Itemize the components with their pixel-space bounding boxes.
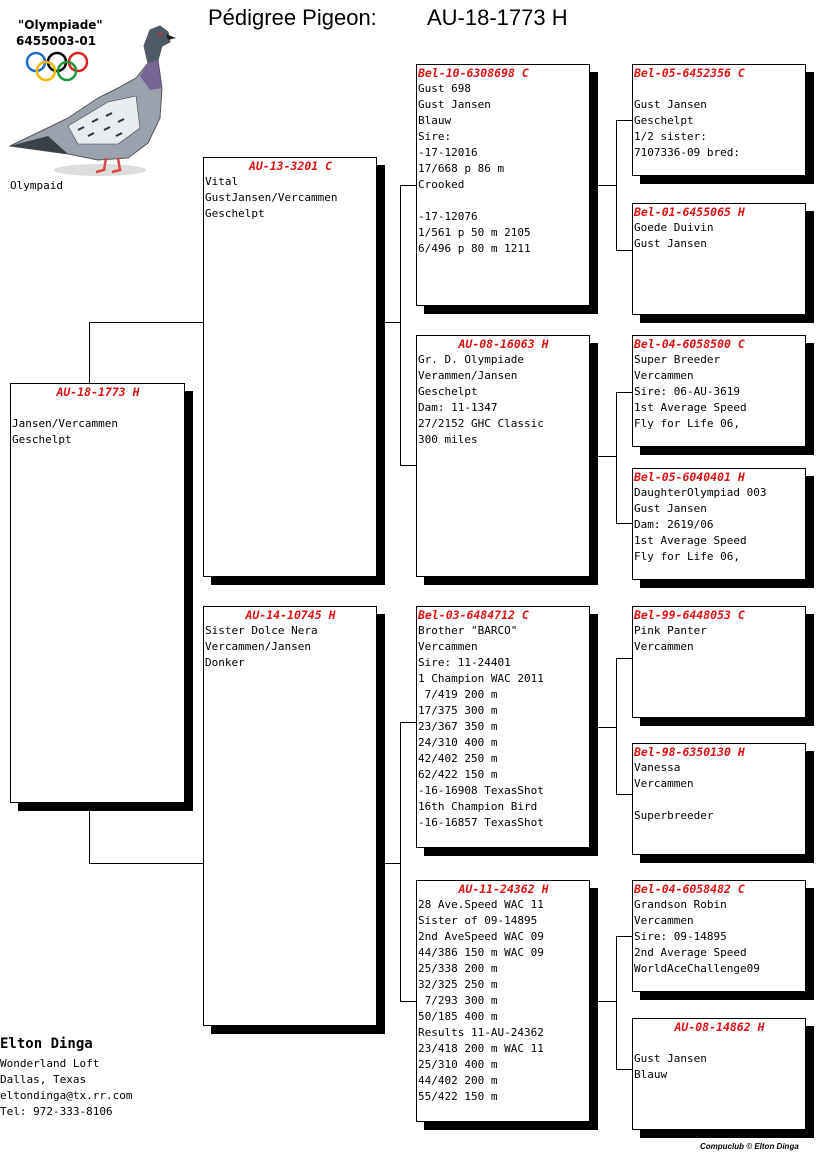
ring-number: AU-08-16063 H (458, 337, 549, 351)
ring-number: AU-18-1773 H (56, 385, 140, 399)
detail-line: Vercammen/Jansen (205, 640, 311, 653)
dam-dam-card[interactable] (416, 880, 590, 1122)
detail-line: 1/2 sister: (634, 130, 707, 143)
connector (400, 465, 417, 466)
connector (400, 185, 417, 186)
detail-line (418, 193, 589, 209)
connector (616, 392, 617, 523)
detail-line: -17-12016 (418, 146, 478, 159)
connector (598, 727, 616, 728)
connector (616, 250, 633, 251)
owner-email[interactable]: eltondinga@tx.rr.com (0, 1089, 133, 1102)
sds-card[interactable] (632, 335, 806, 447)
connector (598, 456, 616, 457)
pigeon-details (633, 897, 805, 977)
connector (400, 185, 401, 465)
sire-card[interactable] (203, 157, 377, 577)
ring-number: AU-14-10745 H (245, 608, 336, 622)
dsd-card[interactable] (632, 743, 806, 855)
detail-line: 28 Ave.Speed WAC 11 (418, 898, 544, 911)
pigeon-logo (8, 18, 178, 178)
subject-pigeon-card[interactable] (10, 383, 185, 803)
detail-line: 42/402 250 m (418, 752, 498, 765)
connector (400, 1001, 417, 1002)
detail-line: 24/310 400 m (418, 736, 498, 749)
connector (89, 810, 90, 863)
detail-line (12, 400, 184, 416)
detail-line: 23/367 350 m (418, 720, 498, 733)
connector (616, 794, 633, 795)
detail-line: 7/419 200 m (418, 688, 498, 701)
detail-line: WorldAceChallenge09 (634, 962, 760, 975)
detail-line: 2nd AveSpeed WAC 09 (418, 930, 544, 943)
detail-line: Jansen/Vercammen (12, 417, 118, 430)
detail-line: -16-16908 TexasShot (418, 784, 544, 797)
sss-card[interactable] (632, 64, 806, 176)
detail-line: Vercammen (634, 369, 694, 382)
detail-line: 1st Average Speed (634, 534, 747, 547)
pigeon-details (633, 1035, 805, 1083)
detail-line: Sire: 09-14895 (634, 930, 727, 943)
detail-line: -16-16857 TexasShot (418, 816, 544, 829)
detail-line: 44/386 150 m WAC 09 (418, 946, 544, 959)
detail-line: Vital (205, 175, 239, 188)
pigeon-details (417, 352, 589, 448)
detail-line: 17/668 p 86 m (418, 162, 505, 175)
connector (598, 185, 616, 186)
ring-number: Bel-98-6350130 H (634, 745, 745, 759)
pigeon-details (11, 400, 184, 448)
detail-line: Gust 698 (418, 82, 471, 95)
connector (616, 392, 633, 393)
detail-line: 25/310 400 m (418, 1058, 498, 1071)
detail-line: Vercammen (634, 914, 694, 927)
ring-number: Bel-10-6308698 C (418, 66, 529, 80)
owner-name: Elton Dinga (0, 1036, 93, 1052)
detail-line: 7107336-09 bred: (634, 146, 740, 159)
detail-line: Gust Jansen (634, 1052, 707, 1065)
pigeon-details (633, 81, 805, 161)
detail-line: Vercammen (634, 640, 694, 653)
connector (616, 120, 633, 121)
sire-dam-card[interactable] (416, 335, 590, 577)
pigeon-details (633, 623, 805, 655)
detail-line (634, 1035, 805, 1051)
detail-line: 1 Champion WAC 2011 (418, 672, 544, 685)
sdd-card[interactable] (632, 468, 806, 580)
detail-line: 25/338 200 m (418, 962, 498, 975)
ring-number: Bel-04-6058500 C (634, 337, 745, 351)
detail-line: Blauw (418, 114, 452, 127)
detail-line: 1/561 p 50 m 2105 (418, 226, 531, 239)
detail-line: Results 11-AU-24362 (418, 1026, 544, 1039)
connector (616, 936, 617, 1069)
page-ring-number: AU-18-1773 H (427, 5, 568, 30)
detail-line (634, 81, 805, 97)
detail-line: Fly for Life 06, (634, 417, 740, 430)
detail-line: GustJansen/Vercammen (205, 191, 338, 204)
ddd-card[interactable] (632, 1018, 806, 1130)
footer-credit: Compuclub © Elton Dinga (700, 1142, 799, 1151)
ring-number: Bel-03-6484712 C (418, 608, 529, 622)
detail-line: Sire: 11-24401 (418, 656, 511, 669)
connector (616, 658, 617, 794)
ring-number: AU-13-3201 C (248, 159, 333, 173)
detail-line: 2nd Average Speed (634, 946, 747, 959)
detail-line: DaughterOlympiad 003 (634, 486, 767, 499)
detail-line: Sister Dolce Nera (205, 624, 318, 637)
detail-line: Super Breeder (634, 353, 721, 366)
detail-line: Gust Jansen (634, 237, 707, 250)
detail-line: 1st Average Speed (634, 401, 747, 414)
detail-line: Crooked (418, 178, 465, 191)
pigeon-details (204, 623, 376, 671)
detail-line: 23/418 200 m WAC 11 (418, 1042, 544, 1055)
pigeon-details (633, 760, 805, 824)
detail-line (634, 792, 805, 808)
detail-line: 32/325 250 m (418, 978, 498, 991)
connector (89, 322, 204, 323)
connector (616, 1069, 633, 1070)
connector (384, 863, 400, 864)
pigeon-icon (8, 18, 178, 178)
pigeon-details (633, 485, 805, 565)
dam-sire-card[interactable] (416, 606, 590, 848)
detail-line: Dam: 2619/06 (634, 518, 714, 531)
connector (384, 322, 400, 323)
detail-line: Gust Jansen (634, 98, 707, 111)
connector (616, 936, 633, 937)
ring-number: Bel-04-6058482 C (634, 882, 745, 896)
connector (89, 863, 204, 864)
detail-line: -17-12076 (418, 210, 478, 223)
dds-card[interactable] (632, 880, 806, 992)
connector (400, 722, 401, 1001)
detail-line: Sire: (418, 130, 452, 143)
detail-line: Pink Panter (634, 624, 707, 637)
detail-line: Blauw (634, 1068, 668, 1081)
ring-number: Bel-99-6448053 C (634, 608, 745, 622)
detail-line: 7/293 300 m (418, 994, 498, 1007)
pigeon-details (417, 897, 589, 1105)
detail-line: Superbreeder (634, 809, 714, 822)
detail-line: 300 miles (418, 433, 478, 446)
ring-number: AU-08-14862 H (674, 1020, 765, 1034)
detail-line: 27/2152 GHC Classic (418, 417, 544, 430)
detail-line: 16th Champion Bird (418, 800, 538, 813)
detail-line: 6/496 p 80 m 1211 (418, 242, 531, 255)
detail-line: 50/185 400 m (418, 1010, 498, 1023)
detail-line: Geschelpt (205, 207, 265, 220)
detail-line: Donker (205, 656, 245, 669)
ssd-card[interactable] (632, 203, 806, 315)
connector (598, 1001, 616, 1002)
detail-line: 44/402 200 m (418, 1074, 498, 1087)
detail-line: Verammen/Jansen (418, 369, 518, 382)
owner-phone: Tel: 972-333-8106 (0, 1105, 113, 1118)
ring-number: AU-11-24362 H (458, 882, 549, 896)
detail-line: Grandson Robin (634, 898, 727, 911)
detail-line: Vanessa (634, 761, 681, 774)
detail-line: Brother "BARCO" (418, 624, 518, 637)
detail-line: Dam: 11-1347 (418, 401, 498, 414)
owner-block (0, 1036, 132, 1120)
sire-sire-card[interactable] (416, 64, 590, 306)
detail-line: 55/422 150 m (418, 1090, 498, 1103)
detail-line: Fly for Life 06, (634, 550, 740, 563)
detail-line: Gust Jansen (634, 502, 707, 515)
detail-line: Vercammen (418, 640, 478, 653)
connector (400, 722, 417, 723)
pigeon-details (417, 81, 589, 257)
connector (616, 658, 633, 659)
detail-line: Sister of 09-14895 (418, 914, 538, 927)
detail-line: 62/422 150 m (418, 768, 498, 781)
detail-line: Sire: 06-AU-3619 (634, 385, 740, 398)
dam-card[interactable] (203, 606, 377, 1026)
pigeon-details (633, 220, 805, 252)
connector (616, 120, 617, 250)
dss-card[interactable] (632, 606, 806, 718)
detail-line: Goede Duivin (634, 221, 714, 234)
detail-line: Geschelpt (418, 385, 478, 398)
detail-line: Vercammen (634, 777, 694, 790)
pigeon-number-label: 6455003-01 (16, 34, 97, 48)
pigeon-details (204, 174, 376, 222)
detail-line: Gust Jansen (418, 98, 491, 111)
pigeon-details (417, 623, 589, 831)
detail-line: Geschelpt (12, 433, 72, 446)
page-title: Pédigree Pigeon: (208, 5, 377, 30)
detail-line: Gr. D. Olympiade (418, 353, 524, 366)
ring-number: Bel-01-6455065 H (634, 205, 745, 219)
ring-number: Bel-05-6452356 C (634, 66, 745, 80)
pigeon-name-label: "Olympiade" (18, 18, 103, 32)
owner-city: Dallas, Texas (0, 1073, 87, 1086)
detail-line: Geschelpt (634, 114, 694, 127)
logo-caption: Olympaid (10, 179, 63, 192)
connector (89, 322, 90, 383)
pigeon-details (633, 352, 805, 432)
connector (616, 523, 633, 524)
ring-number: Bel-05-6040401 H (634, 470, 745, 484)
owner-loft: Wonderland Loft (0, 1057, 100, 1070)
detail-line: 17/375 300 m (418, 704, 498, 717)
